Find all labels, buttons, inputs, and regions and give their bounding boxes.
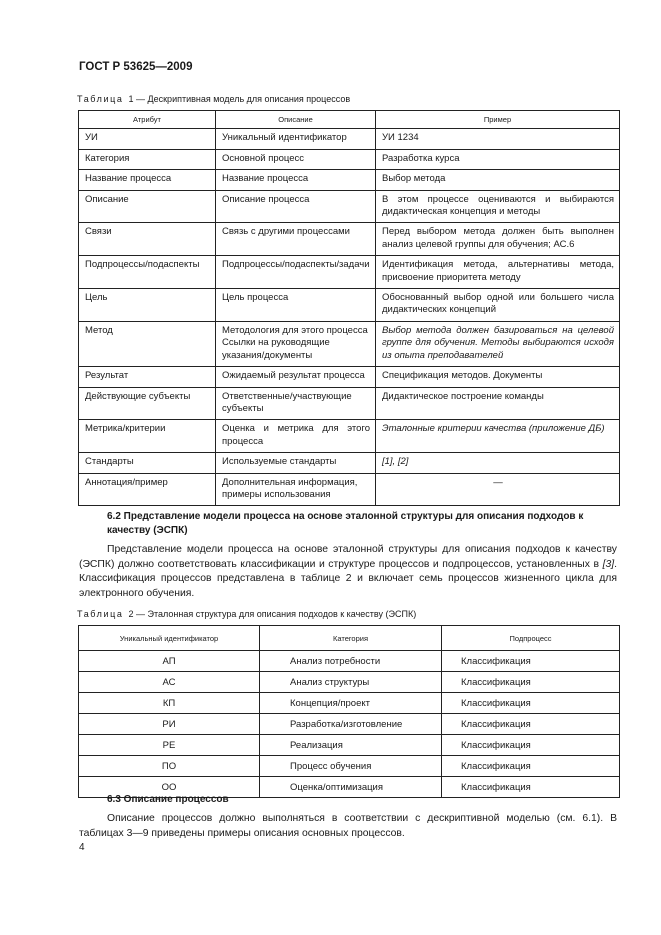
row-category: Разработка/изготовление bbox=[260, 714, 442, 735]
row-subprocess: Классификация bbox=[442, 693, 620, 714]
row-id: КП bbox=[79, 693, 260, 714]
table-row bbox=[79, 170, 620, 190]
row-example: Эталонные критерии качества (приложение ДБ) bbox=[376, 420, 620, 453]
row-description: Оценка и метрика для этого процесса bbox=[216, 420, 376, 453]
row-description: Основной процесс bbox=[216, 149, 376, 169]
row-description: Уникальный идентификатор bbox=[216, 129, 376, 149]
espk-structure-table bbox=[78, 625, 620, 798]
row-attribute: Название процесса bbox=[79, 170, 216, 190]
row-id: РИ bbox=[79, 714, 260, 735]
row-attribute: Описание bbox=[79, 190, 216, 223]
table-row bbox=[79, 223, 620, 256]
table2-col-category: Категория bbox=[260, 626, 442, 651]
table-row bbox=[79, 651, 620, 672]
table-row bbox=[79, 289, 620, 322]
descriptive-model-table bbox=[78, 110, 620, 506]
table1-header-row bbox=[79, 111, 620, 129]
table-row bbox=[79, 190, 620, 223]
row-description: Ожидаемый результат процесса bbox=[216, 367, 376, 387]
row-example: Выбор метода bbox=[376, 170, 620, 190]
row-attribute: Подпроцессы/подаспекты bbox=[79, 256, 216, 289]
row-attribute: Категория bbox=[79, 149, 216, 169]
table2-caption-label: Таблица bbox=[77, 609, 124, 619]
table-row bbox=[79, 735, 620, 756]
table-row bbox=[79, 714, 620, 735]
table-row bbox=[79, 367, 620, 387]
row-example: Обоснованный выбор одной или большего числа дидактических концепций bbox=[376, 289, 620, 322]
row-example: [1], [2] bbox=[376, 453, 620, 473]
table-row bbox=[79, 256, 620, 289]
row-category: Оценка/оптимизация bbox=[260, 777, 442, 798]
row-subprocess: Классификация bbox=[442, 777, 620, 798]
row-category: Анализ структуры bbox=[260, 672, 442, 693]
row-attribute: Результат bbox=[79, 367, 216, 387]
table1-caption-text: 1 — Дескриптивная модель для описания процессов bbox=[128, 94, 351, 104]
row-attribute: Связи bbox=[79, 223, 216, 256]
row-category: Реализация bbox=[260, 735, 442, 756]
row-description: Методология для этого процесса Ссылки на руководящие указания/документы bbox=[216, 321, 376, 366]
row-description: Подпроцессы/подаспекты/задачи bbox=[216, 256, 376, 289]
row-example: Выбор метода должен базироваться на целевой группе для обучения. Методы выбираются исходя из опыта преподавателей bbox=[376, 321, 620, 366]
row-attribute: Стандарты bbox=[79, 453, 216, 473]
row-description: Дополнительная информация, примеры использования bbox=[216, 473, 376, 506]
document-header: ГОСТ Р 53625—2009 bbox=[79, 61, 193, 73]
section-6-3-paragraph: Описание процессов должно выполняться в соответствии с дескриптивной моделью (см. 6.1). В таблицах 3—9 приведены примеры описания основных процессов. bbox=[79, 813, 617, 839]
table1-caption-label: Таблица bbox=[77, 94, 124, 104]
section-6-2-text-a: Представление модели процесса на основе эталонной структуры для описания подходов к качеству (ЭСПК) должно соответствовать классификации и структуре процессов и подпроцессов, установленных в bbox=[79, 544, 617, 570]
row-attribute: Метод bbox=[79, 321, 216, 366]
table2-caption bbox=[77, 609, 416, 619]
row-example: В этом процессе оцениваются и выбираются дидактическая концепция и методы bbox=[376, 190, 620, 223]
row-attribute: Аннотация/пример bbox=[79, 473, 216, 506]
table2-header-row bbox=[79, 626, 620, 651]
row-description: Связь с другими процессами bbox=[216, 223, 376, 256]
reference-link: [3] bbox=[602, 558, 615, 570]
table-row bbox=[79, 387, 620, 420]
row-example: — bbox=[376, 473, 620, 506]
table-row bbox=[79, 756, 620, 777]
table-row bbox=[79, 693, 620, 714]
row-example: Разработка курса bbox=[376, 149, 620, 169]
table-row bbox=[79, 672, 620, 693]
table-row bbox=[79, 420, 620, 453]
row-description: Ответственные/участвующие субъекты bbox=[216, 387, 376, 420]
table1-col-description: Описание bbox=[216, 111, 376, 129]
row-subprocess: Классификация bbox=[442, 735, 620, 756]
row-attribute: Действующие субъекты bbox=[79, 387, 216, 420]
row-id: АП bbox=[79, 651, 260, 672]
table2-col-subprocess: Подпроцесс bbox=[442, 626, 620, 651]
row-description: Описание процесса bbox=[216, 190, 376, 223]
table-row bbox=[79, 129, 620, 149]
section-6-2-text-b: . Классификация процессов представлена в таблице 2 и включает семь процессов жизненного цикла для электронного обучения. bbox=[79, 558, 618, 599]
row-example: Спецификация методов. Документы bbox=[376, 367, 620, 387]
row-attribute: Метрика/критерии bbox=[79, 420, 216, 453]
table-row bbox=[79, 473, 620, 506]
table1-col-attribute: Атрибут bbox=[79, 111, 216, 129]
table1-caption bbox=[77, 94, 350, 104]
row-subprocess: Классификация bbox=[442, 651, 620, 672]
row-description: Используемые стандарты bbox=[216, 453, 376, 473]
row-example: Перед выбором метода должен быть выполнен анализ целевой группы для обучения; АС.6 bbox=[376, 223, 620, 256]
table2-caption-text: 2 — Эталонная структура для описания подходов к качеству (ЭСПК) bbox=[128, 609, 417, 619]
table1-col-example: Пример bbox=[376, 111, 620, 129]
row-id: РЕ bbox=[79, 735, 260, 756]
row-example: УИ 1234 bbox=[376, 129, 620, 149]
row-id: ПО bbox=[79, 756, 260, 777]
table2-col-id: Уникальный идентификатор bbox=[79, 626, 260, 651]
row-attribute: Цель bbox=[79, 289, 216, 322]
table-row bbox=[79, 453, 620, 473]
table-row bbox=[79, 321, 620, 366]
row-id: ОО bbox=[79, 777, 260, 798]
row-example: Дидактическое построение команды bbox=[376, 387, 620, 420]
row-example: Идентификация метода, альтернативы метода, присвоение приоритета методу bbox=[376, 256, 620, 289]
row-id: АС bbox=[79, 672, 260, 693]
section-6-2-title: 6.2 Представление модели процесса на основе эталонной структуры для описания подходов к качеству (ЭСПК) bbox=[107, 511, 584, 536]
row-category: Процесс обучения bbox=[260, 756, 442, 777]
row-category: Концепция/проект bbox=[260, 693, 442, 714]
row-subprocess: Классификация bbox=[442, 714, 620, 735]
page-number: 4 bbox=[79, 842, 85, 853]
table-row bbox=[79, 149, 620, 169]
row-description: Цель процесса bbox=[216, 289, 376, 322]
row-subprocess: Классификация bbox=[442, 756, 620, 777]
row-description: Название процесса bbox=[216, 170, 376, 190]
row-category: Анализ потребности bbox=[260, 651, 442, 672]
section-6-3-title: 6.3 Описание процессов bbox=[107, 794, 229, 805]
section-6-2-paragraph bbox=[79, 543, 617, 601]
row-subprocess: Классификация bbox=[442, 672, 620, 693]
row-attribute: УИ bbox=[79, 129, 216, 149]
